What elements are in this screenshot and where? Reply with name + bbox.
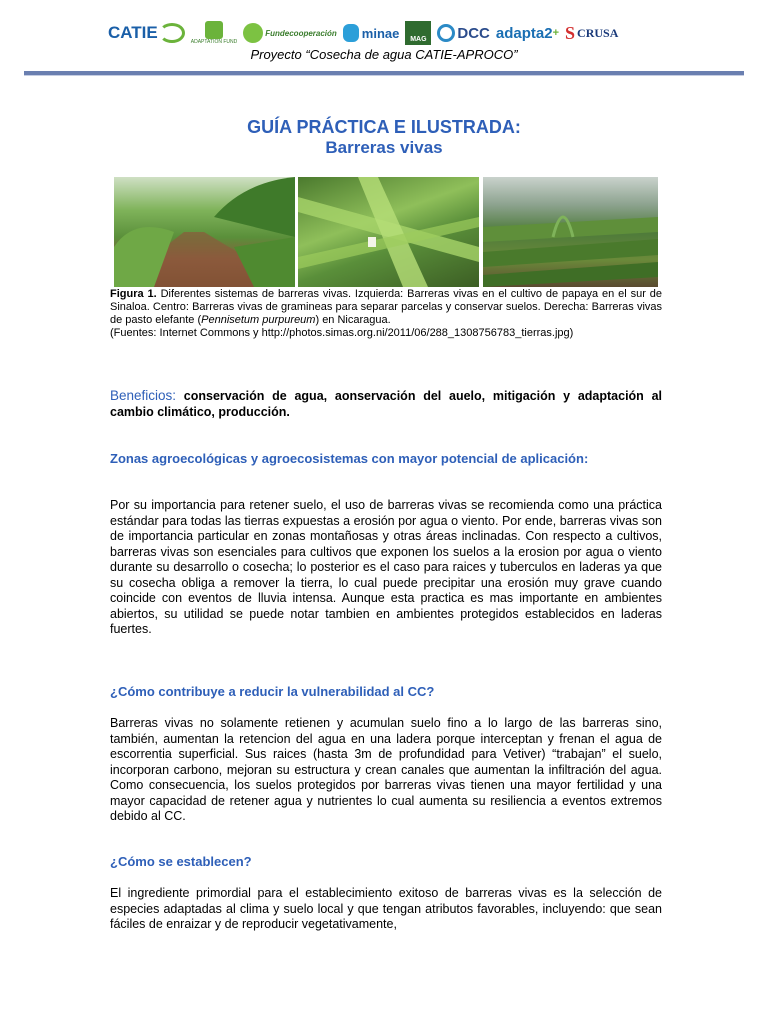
benefits-paragraph xyxy=(110,388,662,420)
adapta2-logo-text: adapta2 xyxy=(495,24,553,42)
cc-heading: ¿Cómo contribuye a reducir la vulnerabilidad al CC? xyxy=(110,684,435,699)
photo-papaya-barriers xyxy=(114,177,295,287)
figure-caption-source: (Fuentes: Internet Commons y http://photos.simas.org.ni/2011/06/288_1308756783_tierras.jpg) xyxy=(110,327,574,339)
catie-logo-text: CATIE xyxy=(108,23,158,42)
zones-heading: Zonas agroecológicas y agroecosistemas con mayor potencial de aplicación: xyxy=(110,451,589,466)
project-line: Proyecto “Cosecha de agua CATIE-APROCO” xyxy=(250,47,518,62)
dcc-logo xyxy=(437,24,490,42)
fundecooperacion-logo xyxy=(243,23,337,43)
benefits-text: conservación de agua, aonservación del auelo, mitigación y adaptación al cambio climático, producción. xyxy=(110,389,662,419)
frog-icon xyxy=(243,23,263,43)
adapta2-logo xyxy=(496,25,559,42)
establish-heading: ¿Cómo se establecen? xyxy=(110,854,252,869)
figure-caption-species: Pennisetum purpureum xyxy=(201,314,316,326)
page-title: GUÍA PRÁCTICA E ILUSTRADA: xyxy=(247,117,521,137)
establish-body: El ingrediente primordial para el establecimiento exitoso de barreras vivas es la selección de especies adaptadas al clima y suelo local y que tengan atributos favorables, incluyendo: que sean fáciles de enraizar y de reproducir vegetativamente, xyxy=(110,886,662,931)
crusa-logo xyxy=(565,23,618,44)
header-divider xyxy=(24,71,744,76)
photo-grass-barriers xyxy=(298,177,479,287)
dcc-logo-text: DCC xyxy=(457,24,490,42)
page-subtitle: Barreras vivas xyxy=(325,138,443,157)
elephant-grass-illustration xyxy=(483,177,658,287)
minae-logo-text: minae xyxy=(361,25,400,41)
mag-logo-text: MAG xyxy=(410,36,427,43)
adaptation-fund-logo xyxy=(191,21,237,45)
cc-body: Barreras vivas no solamente retienen y acumulan suelo fino a lo largo de las barreras sino, también, aumentan la retencion del agua en una ladera porque interceptan y frenan el agua de escorrentia superficial. Sus raices (hasta 3m de profundidad para Vetiver) “trabajan” el suelo, incorporan carbono, mejoran su estructura y crean canales que aumentan la infiltración del agua. Como consecuencia, los suelos protegidos por barreras vivas tienen una mayor fertilidad y una mayor capacidad de retener agua y nutrientes lo cual aumenta su resiliencia a eventos extremos debido al CC. xyxy=(110,716,662,823)
mag-logo xyxy=(405,21,431,45)
minae-logo xyxy=(343,24,400,42)
catie-swirl-icon xyxy=(159,23,185,43)
leaf-icon xyxy=(205,21,223,39)
catie-logo xyxy=(108,23,185,43)
figure-caption-text-a: Diferentes sistemas de barreras vivas. Izquierda: Barreras vivas en el cultivo de papaya en el sur de Sinaloa. Centro: Barreras vivas de gramineas para separar parcelas y conservar suelos. Derecha: Barreras vivas de pasto elefante ( xyxy=(110,288,662,326)
papaya-field-illustration xyxy=(114,177,295,287)
figure-caption-lead: Figura 1. xyxy=(110,288,157,300)
adapta2-logo-sup: + xyxy=(552,27,560,39)
zones-body: Por su importancia para retener suelo, el uso de barreras vivas se recomienda como una práctica estándar para todas las tierras expuestas a erosión por agua o viento. Por ende, barreras vivas son de importancia particular en zonas montañosas y otras áreas inclinadas. Con respecto a cultivos, barreras vivas son esenciales para cultivos que exponen los suelos a la erosion por agua o viento durante su desarrollo o cosecha; lo posterior es el caso para raices y tuberculos en laderas ya que su cosecha obliga a remover la tierra, lo cual puede precipitar una erosión muy grave cuando coincide con eventos de lluvia intensa. Aunque esta practica es mas importante en ambientes abiertos, su utilidad se puede notar tambien en ambientes protegidos establecidos en laderas fuertes. xyxy=(110,498,662,636)
fundecooperacion-logo-text: Fundecooperación xyxy=(265,28,337,38)
figure-caption xyxy=(110,288,662,340)
hand-icon xyxy=(343,24,359,42)
grass-field-illustration xyxy=(298,177,479,287)
logo-bar xyxy=(108,16,660,50)
figure-caption-text-b: ) en Nicaragua. xyxy=(315,314,391,326)
ring-icon xyxy=(437,24,455,42)
photo-elephant-grass-barriers xyxy=(483,177,658,287)
benefits-label: Beneficios: xyxy=(110,388,177,403)
crusa-s-icon: S xyxy=(565,22,576,43)
adaptation-fund-logo-text: ADAPTATION FUND xyxy=(190,39,238,45)
crusa-logo-text: CRUSA xyxy=(577,25,619,40)
